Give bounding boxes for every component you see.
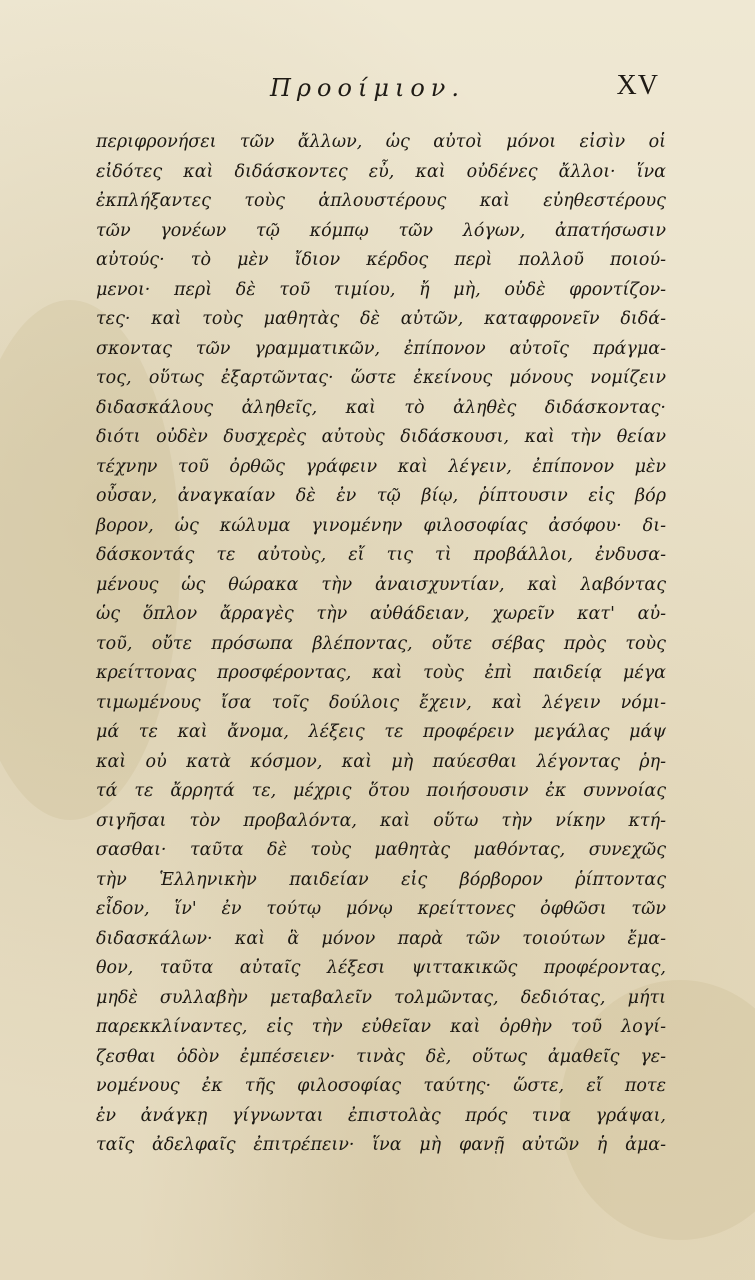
text-line: βορον, ὡς κώλυμα γινομένην φιλοσοφίας ἀσόφου· δι-: [96, 515, 666, 536]
text-line: περιφρονήσει τῶν ἄλλων, ὡς αὐτοὶ μόνοι εἰσὶν οἱ: [96, 132, 666, 152]
text-line: θον, ταῦτα αὐταῖς λέξεσι ψιττακικῶς προφέροντας,: [96, 958, 666, 978]
body-text: [96, 128, 666, 1161]
text-line: σιγῆσαι τὸν προβαλόντα, καὶ οὕτω τὴν νίκην κτή-: [96, 810, 666, 831]
text-line: τὴν Ἑλληνικὴν παιδείαν εἰς βόρβορον ῥίπτοντας: [96, 869, 666, 890]
text-line: διδασκάλων· καὶ ἃ μόνον παρὰ τῶν τοιούτων ἔμα-: [96, 928, 666, 949]
text-line: τῶν γονέων τῷ κόμπῳ τῶν λόγων, ἀπατήσωσιν: [96, 220, 666, 241]
text-line: δάσκοντάς τε αὐτοὺς, εἴ τις τὶ προβάλλοι, ἐνδυσα-: [96, 545, 666, 565]
text-line: νομένους ἐκ τῆς φιλοσοφίας ταύτης· ὥστε, εἴ ποτε: [96, 1076, 666, 1096]
text-line: ὡς ὅπλον ἄρραγὲς τὴν αὐθάδειαν, χωρεῖν κατ' αὐ-: [96, 604, 666, 624]
text-line: ζεσθαι ὁδὸν ἐμπέσειεν· τινὰς δὲ, οὕτως ἀμαθεῖς γε-: [96, 1046, 666, 1067]
page-number: XV: [616, 70, 659, 101]
text-line: τά τε ἄρρητά τε, μέχρις ὅτου ποιήσουσιν ἐκ συννοίας: [96, 781, 666, 801]
text-line: τιμωμένους ἴσα τοῖς δούλοις ἔχειν, καὶ λέγειν νόμι-: [96, 692, 666, 713]
text-line: μά τε καὶ ἄνομα, λέξεις τε προφέρειν μεγάλας μάψ: [96, 722, 666, 742]
page-header: [110, 70, 665, 110]
text-line: τοῦ, οὔτε πρόσωπα βλέποντας, οὔτε σέβας πρὸς τοὺς: [96, 633, 666, 654]
text-line: μένους ὡς θώρακα τὴν ἀναισχυντίαν, καὶ λαβόντας: [96, 574, 666, 595]
text-line: εἰδότες καὶ διδάσκοντες εὖ, καὶ οὐδένες ἄλλοι· ἵνα: [96, 161, 666, 182]
text-line: μηδὲ συλλαβὴν μεταβαλεῖν τολμῶντας, δεδιότας, μήτι: [96, 987, 666, 1008]
text-line: ἐκπλήξαντες τοὺς ἁπλουστέρους καὶ εὐηθεστέρους: [96, 191, 666, 211]
text-line: μενοι· περὶ δὲ τοῦ τιμίου, ἤ μὴ, οὐδὲ φροντίζον-: [96, 279, 666, 300]
text-line: σασθαι· ταῦτα δὲ τοὺς μαθητὰς μαθόντας, συνεχῶς: [96, 840, 666, 860]
text-line: ἐν ἀνάγκῃ γίγνωνται ἐπιστολὰς πρός τινα γράψαι,: [96, 1105, 666, 1126]
text-line: τος, οὕτως ἐξαρτῶντας· ὥστε ἐκείνους μόνους νομίζειν: [96, 368, 666, 388]
text-line: σκοντας τῶν γραμματικῶν, ἐπίπονον αὐτοῖς πράγμα-: [96, 338, 666, 359]
text-line: τέχνην τοῦ ὀρθῶς γράφειν καὶ λέγειν, ἐπίπονον μὲν: [96, 456, 666, 477]
text-line: κρείττονας προσφέροντας, καὶ τοὺς ἐπὶ παιδείᾳ μέγα: [96, 663, 666, 683]
text-line: οὖσαν, ἀναγκαίαν δὲ ἐν τῷ βίῳ, ῥίπτουσιν εἰς βόρ: [96, 486, 666, 506]
text-line: εἶδον, ἵν' ἐν τούτῳ μόνῳ κρείττονες ὀφθῶσι τῶν: [96, 899, 666, 919]
text-line: διότι οὐδὲν δυσχερὲς αὐτοὺς διδάσκουσι, καὶ τὴν θείαν: [96, 427, 666, 447]
text-line: αὐτούς· τὸ μὲν ἴδιον κέρδος περὶ πολλοῦ ποιού-: [96, 250, 666, 270]
text-line: τες· καὶ τοὺς μαθητὰς δὲ αὐτῶν, καταφρονεῖν διδά-: [96, 309, 666, 329]
running-title: Προοίμιον.: [270, 74, 466, 102]
text-line: ταῖς ἀδελφαῖς ἐπιτρέπειν· ἵνα μὴ φανῇ αὐτῶν ἡ ἀμα-: [96, 1135, 666, 1155]
text-line: παρεκκλίναντες, εἰς τὴν εὐθεῖαν καὶ ὀρθὴν τοῦ λογί-: [96, 1017, 666, 1037]
text-line: καὶ οὐ κατὰ κόσμον, καὶ μὴ παύεσθαι λέγοντας ῥη-: [96, 751, 666, 772]
text-line: διδασκάλους ἀληθεῖς, καὶ τὸ ἀληθὲς διδάσκοντας·: [96, 397, 666, 418]
